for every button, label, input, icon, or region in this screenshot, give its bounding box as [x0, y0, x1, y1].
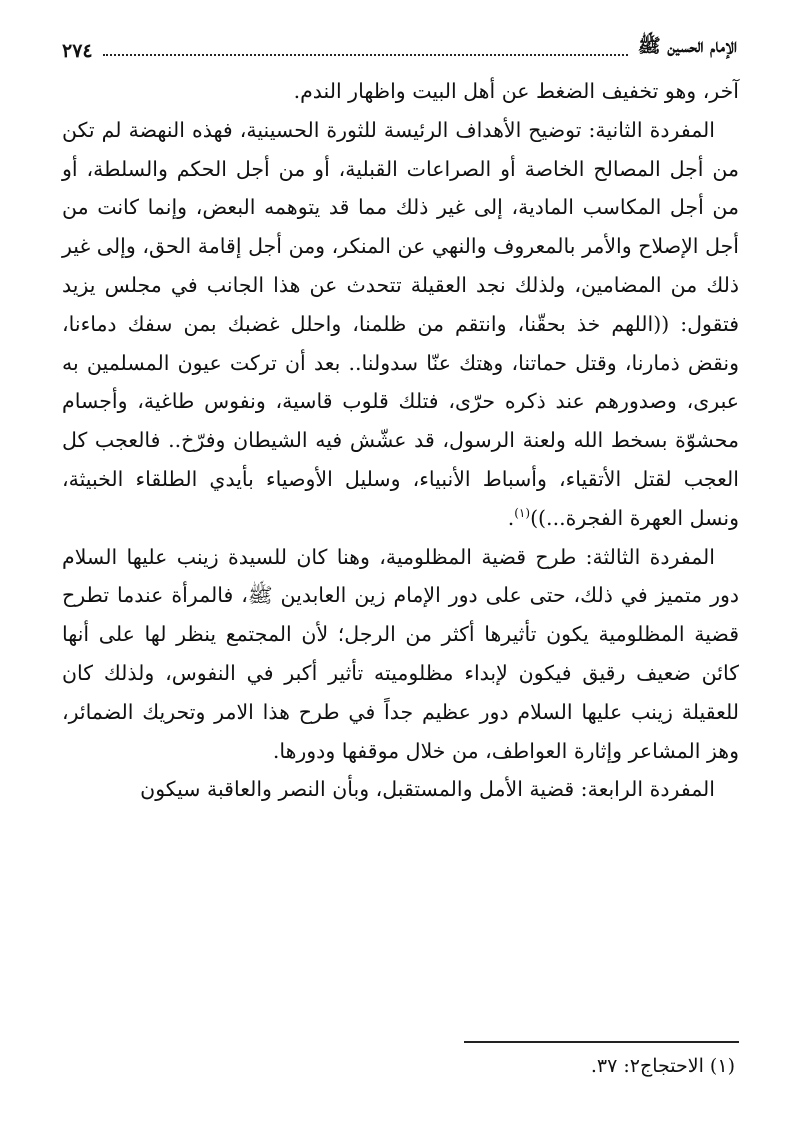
body-text: [62, 72, 739, 809]
footnote-text: (١) الاحتجاج٢: ٣٧.: [590, 1055, 735, 1077]
paragraph-text: آخر، وهو تخفيف الضغط عن أهل البيت واظهار الندم.: [293, 79, 739, 103]
header-title: الإمام الحسين ﷺ: [637, 35, 737, 57]
footnote-divider: [464, 1041, 739, 1043]
footnote-marker: (١): [514, 505, 531, 520]
paragraph-continuation: [62, 72, 739, 111]
paragraph-text: المفردة الثالثة: طرح قضية المظلومية، وهنا كان للسيدة زينب عليها السلام دور متميز في ذلك، حتى على دور الإمام زين العابدين ﷺ، فالمرأة عندما تطرح قضية المظلومية يكون تأثيرها أكثر من الرجل؛ لأن المجتمع ينظر لها على أنها كائن ضعيف رقيق فيكون لإبداء مظلوميته تأثير أكبر في النفوس، ولذلك كان للعقيلة زينب عليها السلام دور عظيم جداً في طرح هذا الامر وتحريك الضمائر، وهز المشاعر وإثارة العواطف، من خلال موقفها ودورها.: [62, 544, 739, 763]
paragraph-fourth-item: [62, 770, 739, 809]
paragraph-second-item: [62, 111, 739, 538]
page-number: ٢٧٤: [62, 40, 93, 62]
paragraph-text: المفردة الرابعة: قضية الأمل والمستقبل، وبأن النصر والعاقبة سيكون: [140, 777, 715, 802]
footnote: [62, 1052, 735, 1080]
header-dot-leader: [103, 53, 628, 56]
running-header: [62, 28, 737, 62]
paragraph-third-item: [62, 538, 739, 771]
paragraph-tail: .: [507, 505, 515, 530]
paragraph-text: المفردة الثانية: توضيح الأهداف الرئيسة للثورة الحسينية، فهذه النهضة لم تكن من أجل المصالح الخاصة أو الصراعات القبلية، أو من أجل الحكم والسلطة، أو من أجل المكاسب المادية، إلى غير ذلك مما قد يتوهمه البعض، وإنما كانت من أجل الإصلاح والأمر بالمعروف والنهي عن المنكر، ومن أجل إقامة الحق، وإلى غير ذلك من المضامين، ولذلك نجد العقيلة تتحدث عن هذا الجانب في مجلس يزيد فتقول: ((اللهم خذ بحقّنا، وانتقم من ظلمنا، واحلل غضبك بمن سفك دماءنا، ونقض ذمارنا، وقتل حماتنا، وهتك عنّا سدولنا.. بعد أن تركت عيون المسلمين به عبرى، وصدورهم عند ذكره حرّى، فتلك قلوب قاسية، ونفوس طاغية، وأجسام محشوّة بسخط الله ولعنة الرسول، قد عشّش فيه الشيطان وفرّخ.. فالعجب كل العجب لقتل الأتقياء، وأسباط الأنبياء، وسليل الأوصياء بأيدي الطلقاء الخبيثة، ونسل العهرة الفجرة...)): [62, 117, 739, 530]
